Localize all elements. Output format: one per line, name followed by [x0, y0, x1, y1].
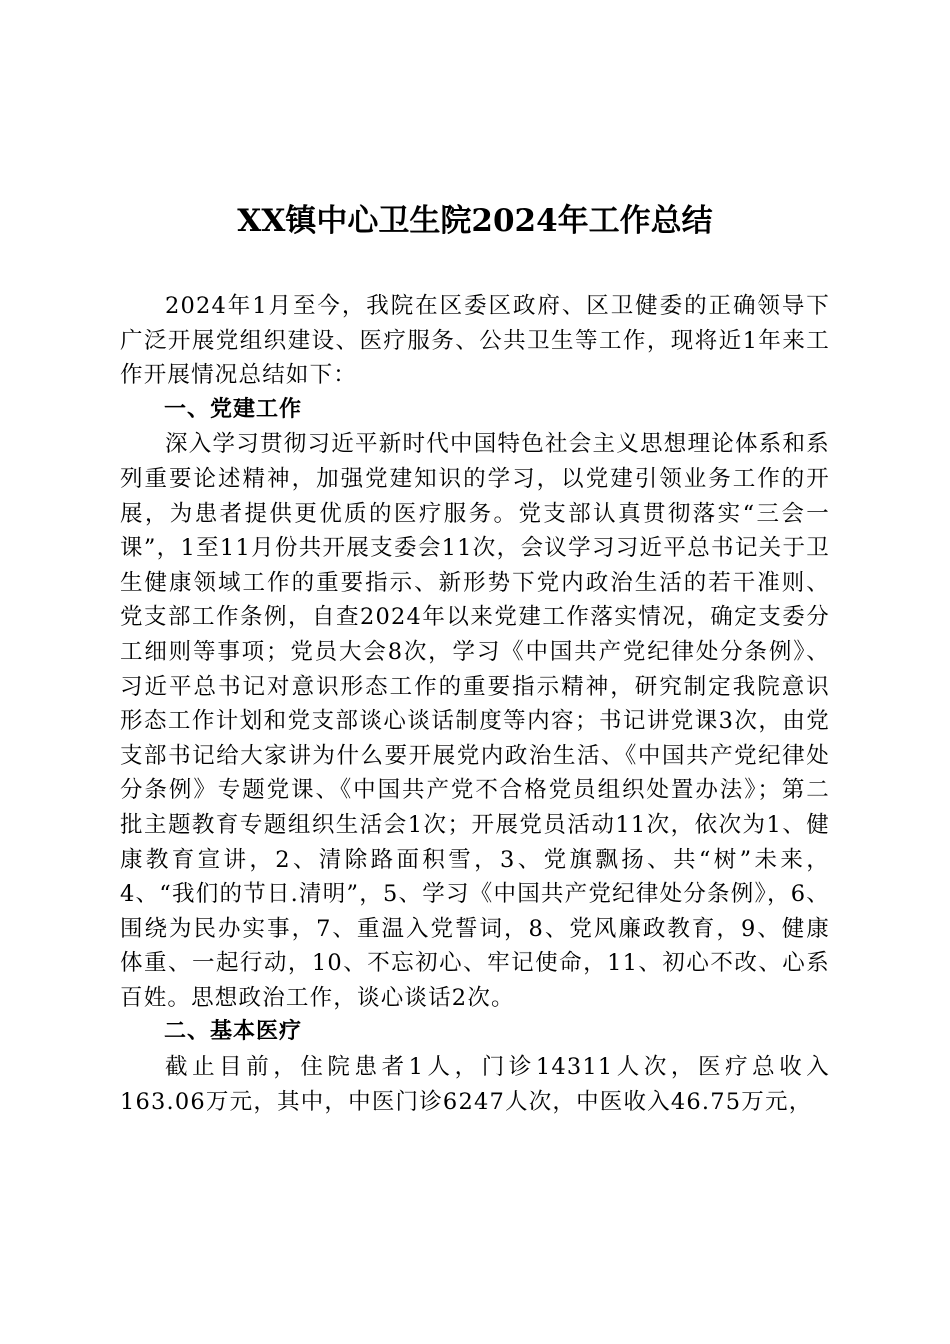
- section-paragraph-basic-medical: 截止目前，住院患者1人，门诊14311人次，医疗总收入163.06万元，其中，中医门诊6247人次，中医收入46.75万元，: [120, 1054, 830, 1115]
- section-paragraph-party-building: 深入学习贯彻习近平新时代中国特色社会主义思想理论体系和系列重要论述精神，加强党建知识的学习，以党建引领业务工作的开展，为患者提供更优质的医疗服务。党支部认真贯彻落实“三会一课”，1至11月份共开展支委会11次，会议学习习近平总书记关于卫生健康领域工作的重要指示、新形势下党内政治生活的若干准则、党支部工作条例，自查2024年以来党建工作落实情况，确定支委分工细则等事项；党员大会8次，学习《中国共产党纪律处分条例》、习近平总书记对意识形态工作的重要指示精神，研究制定我院意识形态工作计划和党支部谈心谈话制度等内容；书记讲党课3次，由党支部书记给大家讲为什么要开展党内政治生活、《中国共产党纪律处分条例》专题党课、《中国共产党不合格党员组织处置办法》；第二批主题教育专题组织生活会1次；开展党员活动11次，依次为1、健康教育宣讲，2、清除路面积雪，3、党旗飘扬、共“树”未来，4、“我们的节日.清明”，5、学习《中国共产党纪律处分条例》，6、围绕为民办实事，7、重温入党誓词，8、党风廉政教育，9、健康体重、一起行动，10、不忘初心、牢记使命，11、初心不改、心系百姓。思想政治工作，谈心谈话2次。: [120, 431, 830, 1011]
- section-heading-party-building: 一、党建工作: [164, 396, 303, 422]
- document-body: [120, 289, 830, 1119]
- intro-paragraph: 2024年1月至今，我院在区委区政府、区卫健委的正确领导下广泛开展党组织建设、医疗服务、公共卫生等工作，现将近1年来工作开展情况总结如下：: [120, 293, 830, 389]
- section-heading-basic-medical: 二、基本医疗: [164, 1019, 303, 1045]
- document-title: XX镇中心卫生院2024年工作总结: [237, 203, 713, 239]
